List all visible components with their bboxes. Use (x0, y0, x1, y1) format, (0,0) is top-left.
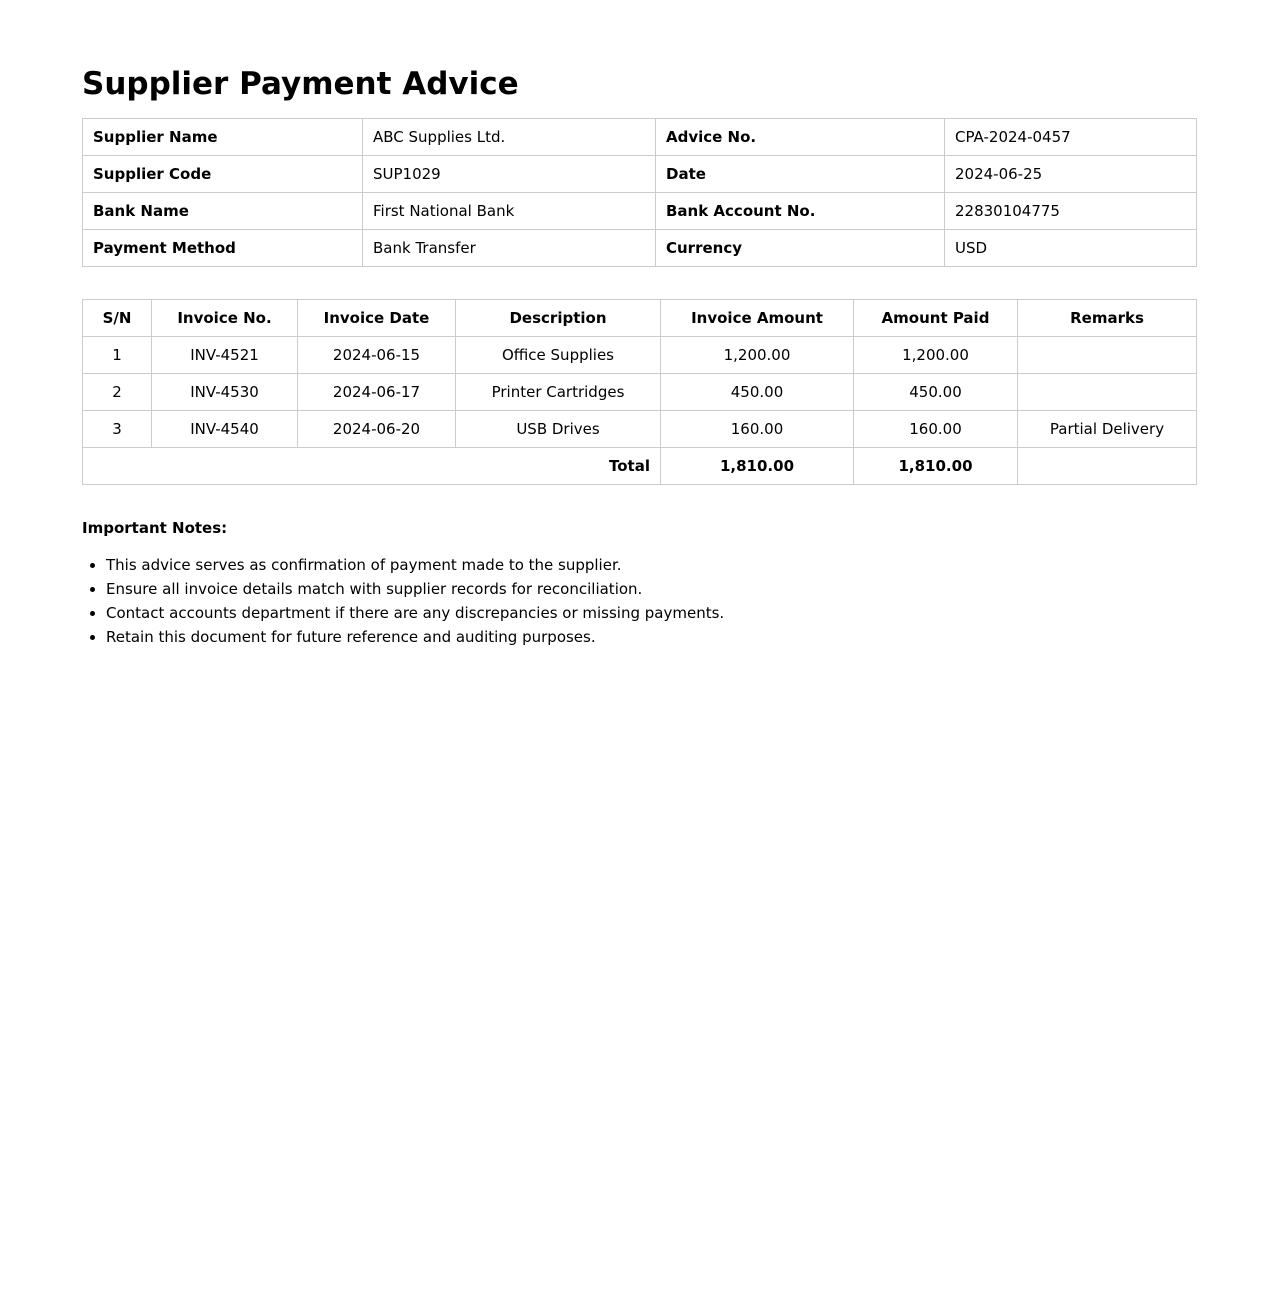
info-value: First National Bank (363, 193, 656, 230)
cell-description: USB Drives (456, 411, 661, 448)
total-amount-paid: 1,810.00 (854, 448, 1018, 485)
column-header-invoice-date: Invoice Date (298, 300, 456, 337)
info-value: 2024-06-25 (945, 156, 1197, 193)
info-row (83, 193, 1197, 230)
notes-heading: Important Notes: (82, 519, 228, 537)
column-header-invoice-no: Invoice No. (152, 300, 298, 337)
info-value: USD (945, 230, 1197, 267)
cell-invoice-amount: 160.00 (661, 411, 854, 448)
column-header-invoice-amount: Invoice Amount (661, 300, 854, 337)
cell-amount-paid: 1,200.00 (854, 337, 1018, 374)
cell-invoice-date: 2024-06-20 (298, 411, 456, 448)
note-item: • Retain this document for future reference and auditing purposes. (106, 625, 1196, 649)
info-label: Supplier Code (83, 156, 363, 193)
cell-invoice-no: INV-4521 (152, 337, 298, 374)
info-label: Supplier Name (83, 119, 363, 156)
cell-invoice-no: INV-4530 (152, 374, 298, 411)
notes-list (82, 553, 1196, 649)
cell-remarks (1018, 374, 1197, 411)
info-value: Bank Transfer (363, 230, 656, 267)
cell-invoice-date: 2024-06-17 (298, 374, 456, 411)
info-label: Payment Method (83, 230, 363, 267)
info-row (83, 156, 1197, 193)
info-label: Advice No. (656, 119, 945, 156)
total-invoice-amount: 1,810.00 (661, 448, 854, 485)
info-label: Bank Account No. (656, 193, 945, 230)
cell-invoice-date: 2024-06-15 (298, 337, 456, 374)
cell-description: Printer Cartridges (456, 374, 661, 411)
table-row (83, 411, 1197, 448)
info-value: CPA-2024-0457 (945, 119, 1197, 156)
cell-sn: 1 (83, 337, 152, 374)
info-label: Bank Name (83, 193, 363, 230)
cell-amount-paid: 450.00 (854, 374, 1018, 411)
document-page (0, 0, 1278, 649)
cell-remarks (1018, 337, 1197, 374)
info-row (83, 119, 1197, 156)
table-header-row (83, 300, 1197, 337)
cell-sn: 3 (83, 411, 152, 448)
column-header-sn: S/N (83, 300, 152, 337)
supplier-info-table (82, 118, 1197, 267)
info-value: ABC Supplies Ltd. (363, 119, 656, 156)
cell-description: Office Supplies (456, 337, 661, 374)
note-item: • This advice serves as confirmation of payment made to the supplier. (106, 553, 1196, 577)
total-row (83, 448, 1197, 485)
cell-remarks: Partial Delivery (1018, 411, 1197, 448)
column-header-remarks: Remarks (1018, 300, 1197, 337)
info-row (83, 230, 1197, 267)
cell-invoice-amount: 1,200.00 (661, 337, 854, 374)
invoice-items-table (82, 299, 1197, 485)
note-item: • Contact accounts department if there are any discrepancies or missing payments. (106, 601, 1196, 625)
page-title: Supplier Payment Advice (82, 66, 519, 102)
table-row (83, 337, 1197, 374)
note-item: • Ensure all invoice details match with supplier records for reconciliation. (106, 577, 1196, 601)
info-label: Date (656, 156, 945, 193)
info-value: 22830104775 (945, 193, 1197, 230)
info-value: SUP1029 (363, 156, 656, 193)
table-row (83, 374, 1197, 411)
info-label: Currency (656, 230, 945, 267)
cell-invoice-amount: 450.00 (661, 374, 854, 411)
cell-amount-paid: 160.00 (854, 411, 1018, 448)
column-header-description: Description (456, 300, 661, 337)
column-header-amount-paid: Amount Paid (854, 300, 1018, 337)
total-label: Total (83, 448, 661, 485)
cell-invoice-no: INV-4540 (152, 411, 298, 448)
cell-sn: 2 (83, 374, 152, 411)
total-remarks (1018, 448, 1197, 485)
